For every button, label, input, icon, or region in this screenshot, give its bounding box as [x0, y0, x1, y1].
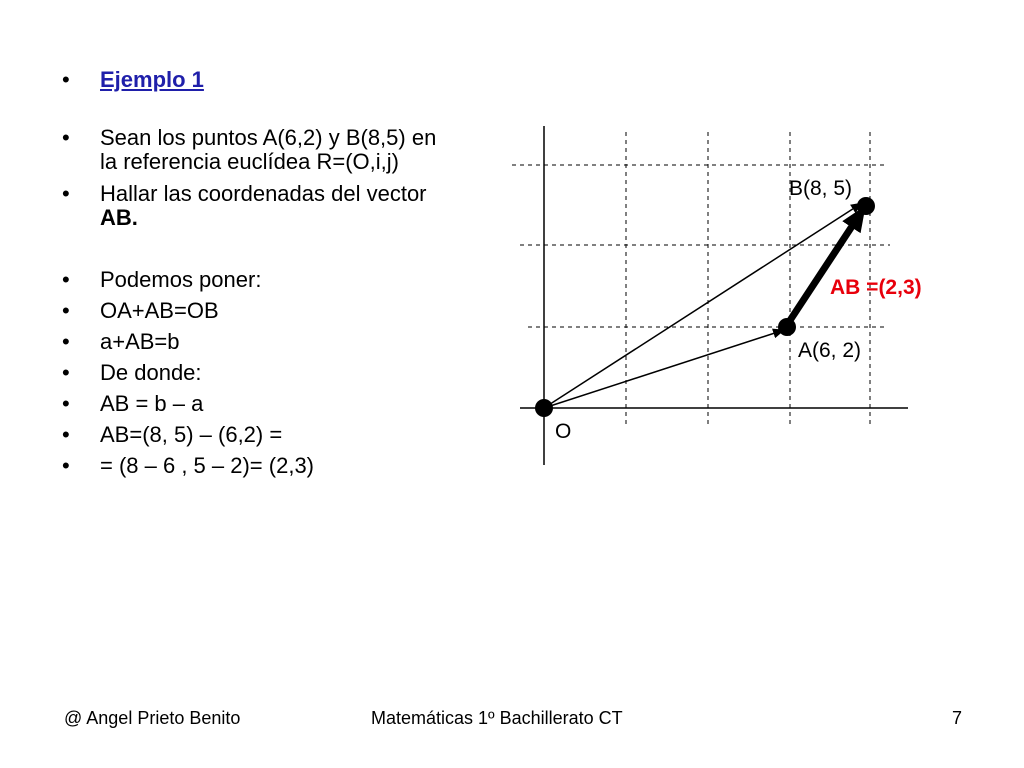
point-o [535, 399, 553, 417]
label-vector-ab [830, 276, 922, 299]
bullet-text-line: Sean los puntos A(6,2) y B(8,5) en [100, 125, 437, 150]
bullet-text: De donde: [100, 360, 202, 385]
vector-ab [787, 208, 864, 325]
bullet-dot: • [62, 267, 70, 292]
example-title-link[interactable]: Ejemplo 1 [100, 67, 204, 92]
bullet-text: a+AB=b [100, 329, 180, 354]
bullet-text: = (8 – 6 , 5 – 2)= (2,3) [100, 453, 315, 478]
label-point-a: A(6, 2) [798, 339, 862, 362]
label-vector-ab-value: =(2,3) [860, 276, 922, 299]
bullet-dot: • [62, 391, 70, 416]
bullet-text: AB = b – a [100, 391, 204, 416]
vector-oa [544, 330, 784, 408]
bullet-text: AB=(8, 5) – (6,2) = [100, 422, 283, 447]
bullet-dot: • [62, 181, 70, 206]
bullet-dot: • [62, 329, 70, 354]
footer-author: @ Angel Prieto Benito [64, 708, 241, 728]
bullet-text-line: la referencia euclídea R=(O,i,j) [100, 149, 399, 174]
bullet-text-line: AB. [100, 205, 138, 230]
bullet-dot: • [62, 298, 70, 323]
bullet-text-line: Hallar las coordenadas del vector [100, 181, 427, 206]
bullet-text: OA+AB=OB [100, 298, 219, 323]
footer-page-number: 7 [952, 708, 963, 728]
bullet-text: Podemos poner: [100, 267, 262, 292]
label-point-b: B(8, 5) [789, 177, 853, 200]
bullet-dot: • [62, 422, 70, 447]
label-origin: O [555, 420, 572, 443]
vector-ob [544, 203, 862, 408]
bullet-dot: • [62, 125, 70, 150]
point-a [778, 318, 796, 336]
label-vector-ab-name: AB [830, 276, 861, 299]
point-b [857, 197, 875, 215]
bullet-dot: • [62, 453, 70, 478]
bullet-dot: • [62, 67, 70, 92]
bullet-dot: • [62, 360, 70, 385]
footer-course: Matemáticas 1º Bachillerato CT [371, 708, 623, 728]
